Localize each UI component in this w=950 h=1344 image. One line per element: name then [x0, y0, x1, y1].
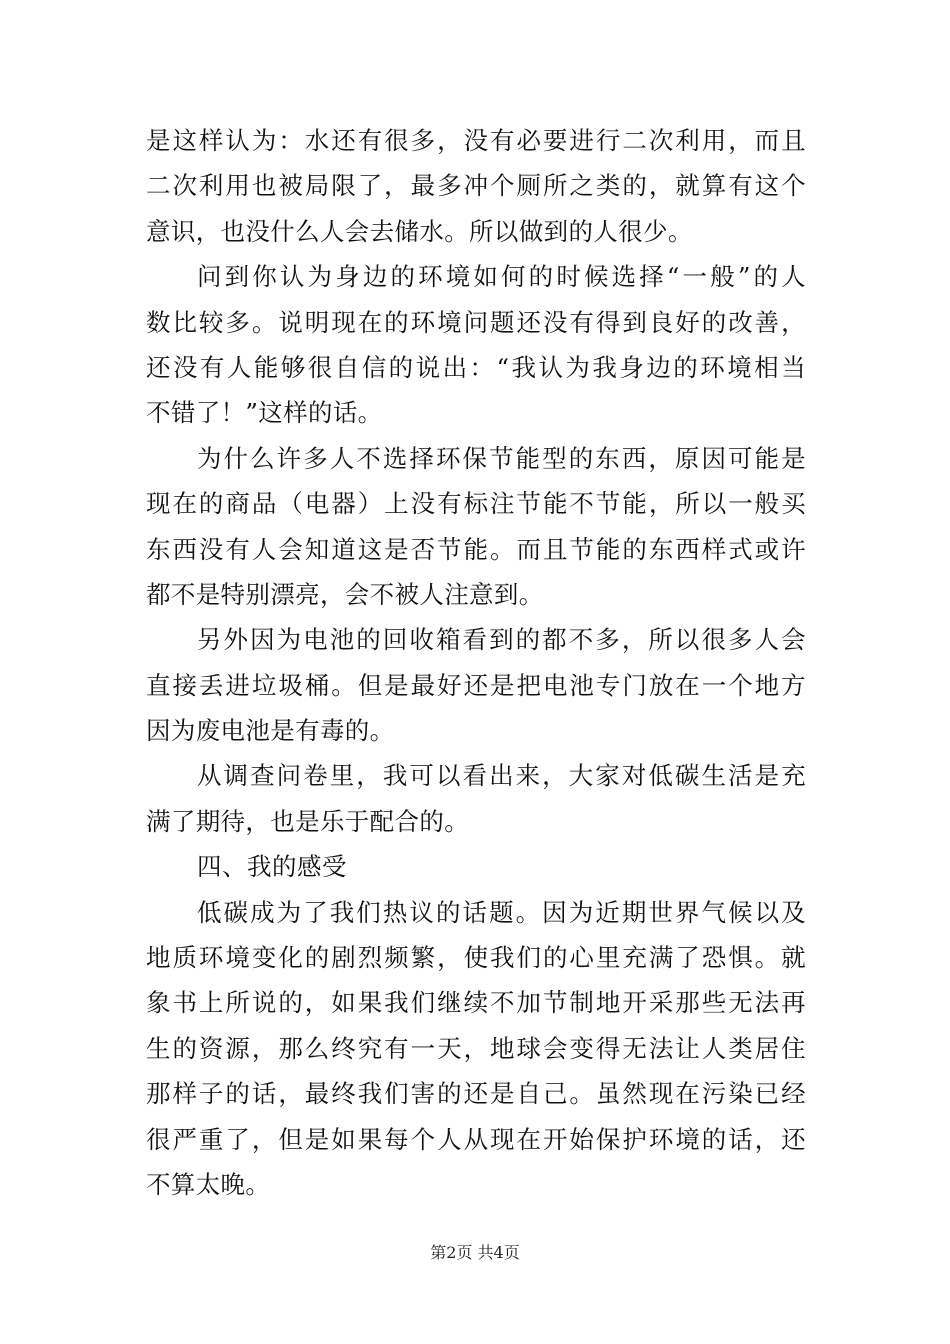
- text-line: 象书上所说的，如果我们继续不加节制地开采那些无法再: [146, 988, 806, 1018]
- paragraph-first-line: 从调查问卷里，我可以看出来，大家对低碳生活是充: [197, 761, 806, 791]
- page-footer: 第2页 共4页: [430, 1243, 520, 1262]
- text-line: 二次利用也被局限了，最多冲个厕所之类的，就算有这个: [146, 171, 806, 201]
- paragraph-first-line: 问到你认为身边的环境如何的时候选择“一般”的人: [197, 262, 806, 292]
- text-line: 因为废电池是有毒的。: [146, 716, 395, 746]
- text-line: 数比较多。说明现在的环境问题还没有得到良好的改善，: [146, 307, 806, 337]
- paragraph-first-line: 另外因为电池的回收箱看到的都不多，所以很多人会: [197, 625, 806, 655]
- section-heading: 四、我的感受: [197, 852, 347, 882]
- text-line: 意识，也没什么人会去储水。所以做到的人很少。: [146, 216, 693, 246]
- text-line: 那样子的话，最终我们害的还是自己。虽然现在污染已经: [146, 1079, 806, 1109]
- text-line: 地质环境变化的剧烈频繁，使我们的心里充满了恐惧。就: [146, 943, 806, 973]
- text-line: 满了期待，也是乐于配合的。: [146, 806, 470, 836]
- document-body: [146, 118, 806, 1207]
- text-line: 生的资源，那么终究有一天，地球会变得无法让人类居住: [146, 1033, 806, 1063]
- text-line: 不错了！”这样的话。: [146, 398, 383, 428]
- text-line: 不算太晚。: [146, 1169, 271, 1199]
- text-line: 都不是特别漂亮，会不被人注意到。: [146, 579, 544, 609]
- text-line: 是这样认为：水还有很多，没有必要进行二次利用，而且: [146, 126, 806, 155]
- paragraph-first-line: 为什么许多人不选择环保节能型的东西，原因可能是: [197, 443, 806, 473]
- text-line: 还没有人能够很自信的说出：“我认为我身边的环境相当: [146, 352, 806, 382]
- text-line: 现在的商品（电器）上没有标注节能不节能，所以一般买: [146, 489, 806, 519]
- text-line: 直接丢进垃圾桶。但是最好还是把电池专门放在一个地方: [146, 670, 806, 700]
- paragraph-first-line: 低碳成为了我们热议的话题。因为近期世界气候以及: [197, 897, 806, 927]
- text-line: 很严重了，但是如果每个人从现在开始保护环境的话，还: [146, 1124, 806, 1154]
- text-line: 东西没有人会知道这是否节能。而且节能的东西样式或许: [146, 534, 806, 564]
